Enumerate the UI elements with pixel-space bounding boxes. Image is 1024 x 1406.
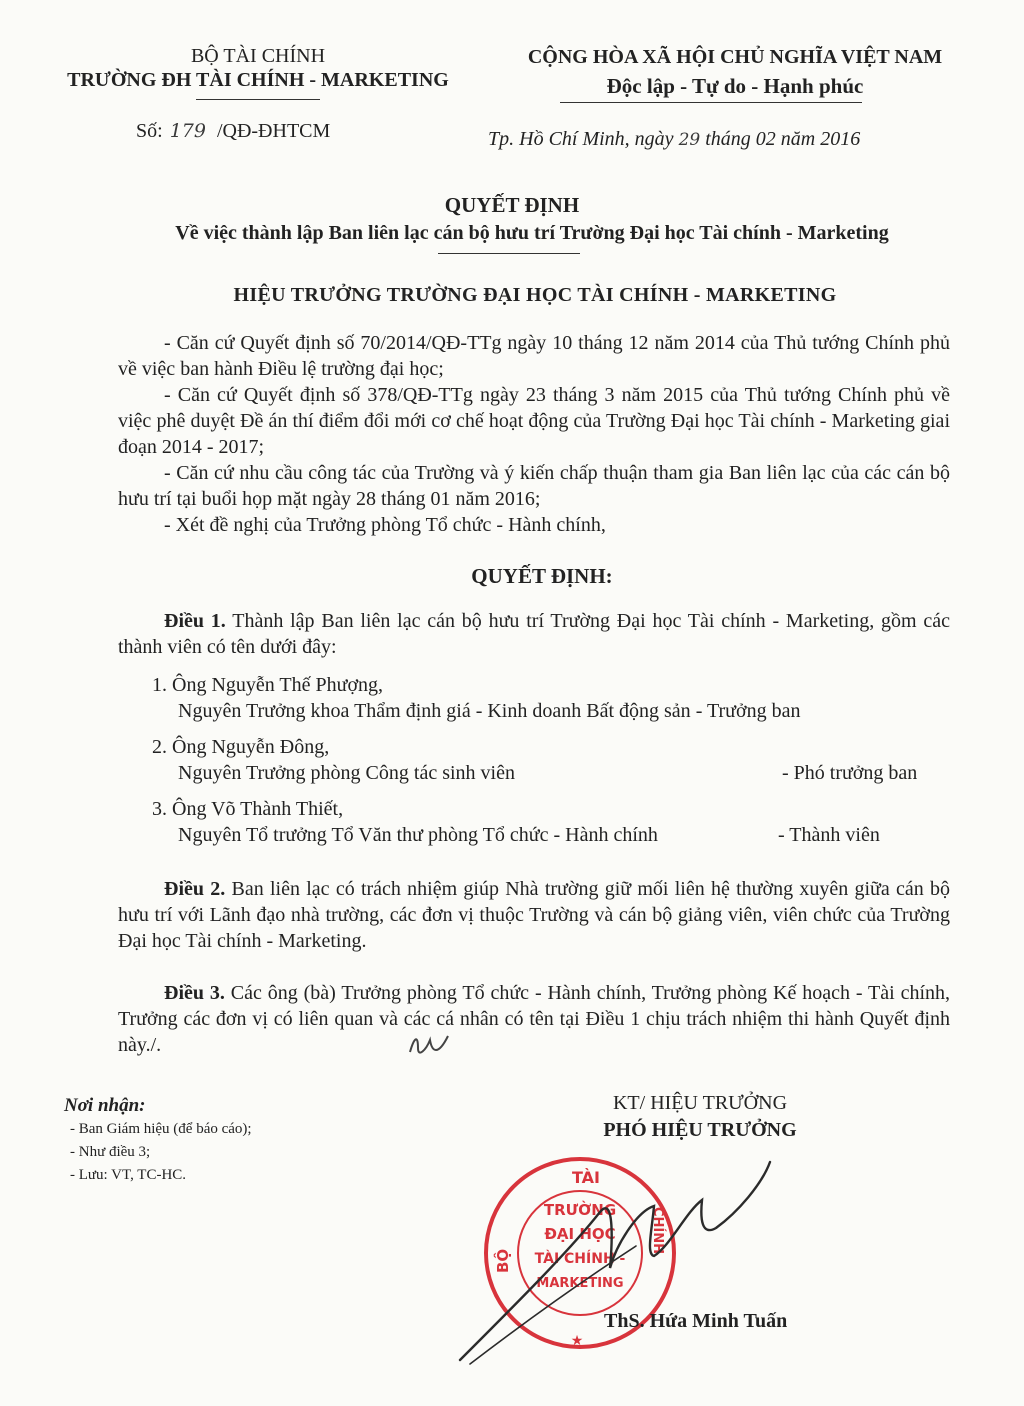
member-name: 3. Ông Võ Thành Thiết, bbox=[152, 798, 344, 820]
document-subject: Về việc thành lập Ban liên lạc cán bộ hưu trí Trường Đại học Tài chính - Marketing bbox=[175, 222, 889, 244]
document-number bbox=[136, 120, 330, 143]
recipient-item: - Lưu: VT, TC-HC. bbox=[70, 1167, 187, 1183]
stamp-line: TÀI CHÍNH - bbox=[534, 1251, 626, 1267]
number-handwritten: 179 bbox=[169, 120, 206, 142]
article-3-text: Các ông (bà) Trưởng phòng Tổ chức - Hành chính, Trưởng phòng Kế hoạch - Tài chính, Trưởng các đơn vị có liên quan và các cá nhân có tên tại Điều 1 chịu trách nhiệm thi hành Quyết định này./. bbox=[118, 982, 951, 1056]
date-day: 29 bbox=[678, 130, 701, 150]
member-item bbox=[152, 796, 952, 848]
recipient-item: - Ban Giám hiệu (để báo cáo); bbox=[70, 1121, 252, 1137]
member-name: 2. Ông Nguyễn Đông, bbox=[152, 736, 330, 758]
recipients-block bbox=[64, 1095, 252, 1187]
school-name: TRƯỜNG ĐH TÀI CHÍNH - MARKETING bbox=[67, 69, 449, 91]
issuing-authority: HIỆU TRƯỞNG TRƯỜNG ĐẠI HỌC TÀI CHÍNH - MARKETING bbox=[233, 284, 837, 306]
basis-item: - Căn cứ Quyết định số 378/QĐ-TTg ngày 23 tháng 3 năm 2015 của Thủ tướng Chính phủ về việc phê duyệt Đề án thí điểm đổi mới cơ chế hoạt động của Trường Đại học Tài chính - Marketing giai đoạn 2014 - 2017; bbox=[118, 384, 950, 458]
basis-item: - Xét đề nghị của Trưởng phòng Tổ chức - Hành chính, bbox=[164, 514, 606, 536]
header-left bbox=[30, 44, 486, 92]
number-suffix: /QĐ-ĐHTCM bbox=[216, 120, 331, 142]
signer-title-2: PHÓ HIỆU TRƯỞNG bbox=[603, 1119, 797, 1141]
stamp-line: TRƯỜNG bbox=[543, 1201, 617, 1219]
member-item bbox=[152, 734, 952, 786]
member-position: Nguyên Tổ trưởng Tổ Văn thư phòng Tổ chức - Hành chính bbox=[178, 824, 658, 846]
article-3 bbox=[118, 980, 950, 1058]
number-prefix: Số: bbox=[136, 120, 163, 142]
ministry-name: BỘ TÀI CHÍNH bbox=[190, 45, 326, 67]
document-title: QUYẾT ĐỊNH bbox=[444, 193, 580, 217]
date-prefix: Tp. Hồ Chí Minh, ngày bbox=[488, 128, 674, 150]
issue-date bbox=[488, 128, 860, 151]
member-role: - Phó trưởng ban bbox=[782, 762, 918, 784]
header-left-underline bbox=[196, 99, 320, 100]
stamp-outer-right: CHÍNH bbox=[650, 1207, 665, 1255]
signer-title-1: KT/ HIỆU TRƯỞNG bbox=[612, 1092, 788, 1114]
star-icon: ★ bbox=[570, 1334, 584, 1349]
member-list bbox=[152, 672, 952, 848]
member-role: - Trưởng ban bbox=[695, 700, 801, 722]
member-role: - Thành viên bbox=[778, 824, 880, 846]
member-position: Nguyên Trưởng khoa Thẩm định giá - Kinh doanh Bất động sản bbox=[178, 700, 691, 722]
article-2 bbox=[118, 876, 950, 954]
stamp-outer-left: BỘ bbox=[494, 1248, 512, 1273]
legal-bases bbox=[118, 330, 950, 538]
article-3-label: Điều 3. bbox=[164, 982, 225, 1004]
handwritten-signature bbox=[440, 1150, 810, 1380]
decision-heading: QUYẾT ĐỊNH: bbox=[471, 564, 613, 588]
stamp-line: ĐẠI HỌC bbox=[544, 1225, 616, 1243]
recipient-item: - Như điều 3; bbox=[70, 1144, 151, 1160]
initial-mark bbox=[404, 1030, 454, 1064]
member-position: Nguyên Trưởng phòng Công tác sinh viên bbox=[178, 762, 515, 784]
national-motto: Độc lập - Tự do - Hạnh phúc bbox=[606, 74, 864, 98]
article-1 bbox=[118, 608, 950, 660]
stamp-line: MARKETING bbox=[536, 1276, 624, 1291]
member-item bbox=[152, 672, 952, 724]
basis-item: - Căn cứ nhu cầu công tác của Trường và ý kiến chấp thuận tham gia Ban liên lạc của các cán bộ hưu trí tại buổi họp mặt ngày 28 tháng 01 năm 2016; bbox=[118, 462, 950, 510]
basis-item: - Căn cứ Quyết định số 70/2014/QĐ-TTg ngày 10 tháng 12 năm 2014 của Thủ tướng Chính phủ về việc ban hành Điều lệ trường đại học; bbox=[118, 332, 950, 380]
recipients-title: Nơi nhận: bbox=[64, 1095, 146, 1116]
stamp-outer-top: TÀI bbox=[572, 1168, 601, 1187]
article-2-label: Điều 2. bbox=[164, 878, 226, 900]
country-name: CỘNG HÒA XÃ HỘI CHỦ NGHĨA VIỆT NAM bbox=[527, 46, 943, 68]
article-2-text: Ban liên lạc có trách nhiệm giúp Nhà trường giữ mối liên hệ thường xuyên giữa cán bộ hưu trí với Lãnh đạo nhà trường, các đơn vị thuộc Trường và cán bộ giảng viên, viên chức của Trường Đại học Tài chính - Marketing. bbox=[118, 878, 951, 952]
motto-underline bbox=[560, 102, 862, 103]
article-1-text: Thành lập Ban liên lạc cán bộ hưu trí Trường Đại học Tài chính - Marketing, gồm các thành viên có tên dưới đây: bbox=[118, 610, 951, 658]
article-1-label: Điều 1. bbox=[164, 610, 226, 632]
signer-name: ThS. Hứa Minh Tuấn bbox=[604, 1310, 788, 1332]
title-underline bbox=[438, 253, 580, 254]
date-suffix: tháng 02 năm 2016 bbox=[705, 128, 861, 150]
member-name: 1. Ông Nguyễn Thế Phượng, bbox=[152, 674, 384, 696]
